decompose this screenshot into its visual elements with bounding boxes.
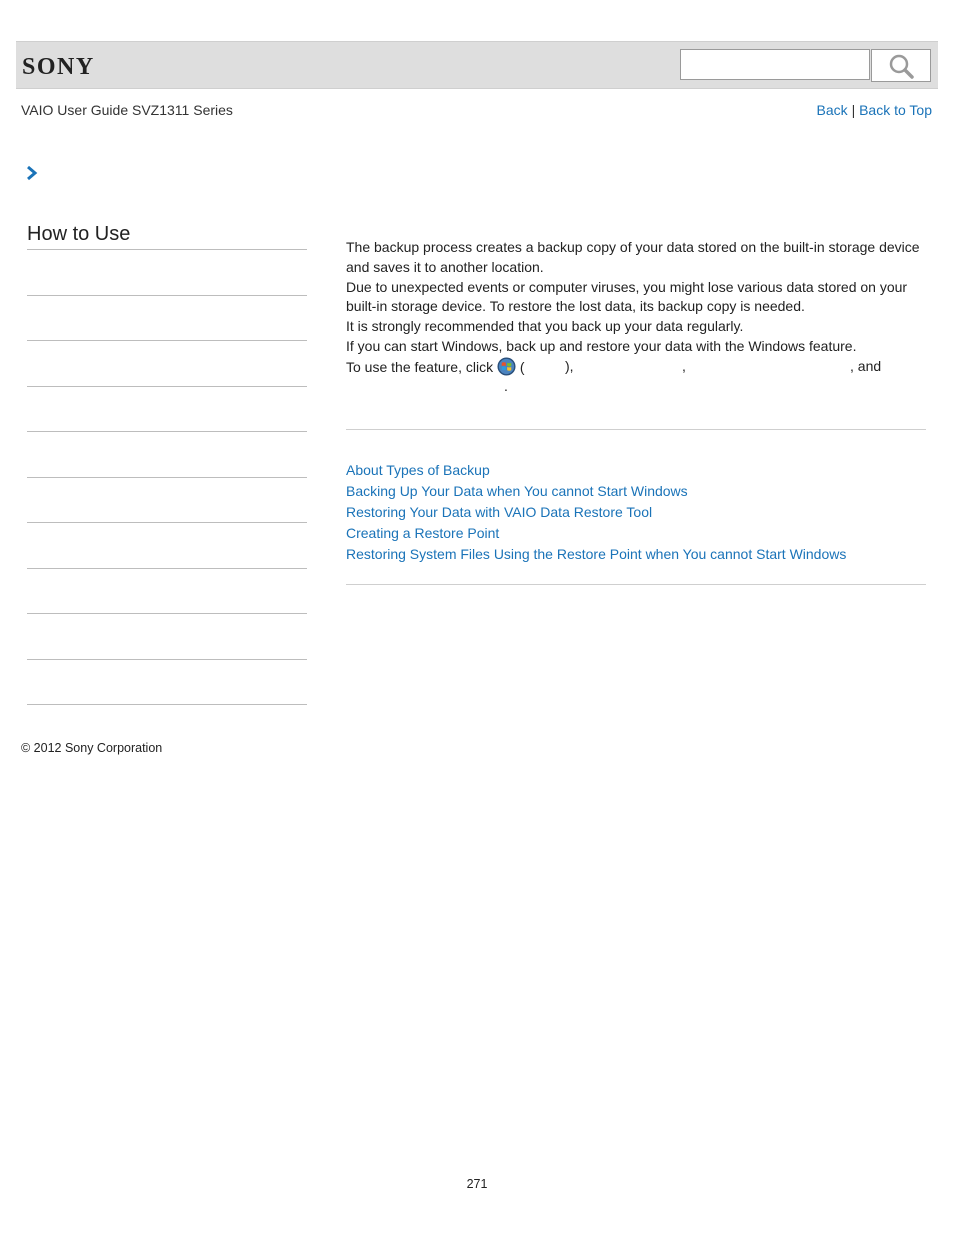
related-topics (346, 460, 846, 565)
instruction-line (346, 357, 930, 377)
sidebar-divider (27, 477, 307, 478)
content-paragraph: Due to unexpected events or computer viruses, you might lose various data stored on your built-in storage device. To restore the lost data, its backup copy is needed. (346, 278, 908, 315)
windows-start-icon (497, 357, 516, 376)
instruction-comma: , (682, 357, 686, 374)
search-button[interactable] (871, 49, 931, 82)
back-link[interactable]: Back (816, 102, 848, 118)
sidebar-divider (27, 249, 307, 250)
section-divider (346, 584, 926, 585)
sidebar-divider (27, 659, 307, 660)
instruction-paren-close: ), (565, 357, 574, 374)
sidebar-divider (27, 613, 307, 614)
breadcrumb-chevron-icon (25, 165, 39, 186)
magnifier-icon (888, 53, 914, 79)
instruction-end (346, 377, 930, 397)
instruction-prefix: To use the feature, click (346, 358, 494, 375)
related-link-types-of-backup[interactable]: About Types of Backup (346, 462, 490, 478)
copyright: © 2012 Sony Corporation (21, 741, 163, 755)
sidebar-divider (27, 340, 307, 341)
instruction-paren-open: ( (519, 358, 525, 375)
sidebar-heading: How to Use (27, 223, 131, 245)
section-divider (346, 429, 926, 430)
related-link-vaio-data-restore[interactable]: Restoring Your Data with VAIO Data Restore Tool (346, 504, 653, 520)
page-number: 271 (466, 1177, 488, 1191)
content-paragraph: If you can start Windows, back up and restore your data with the Windows feature. (346, 337, 857, 354)
sidebar-divider (27, 295, 307, 296)
sidebar-divider (27, 386, 307, 387)
sidebar-divider (27, 704, 307, 705)
related-link-restoring-system-files[interactable]: Restoring System Files Using the Restore Point when You cannot Start Windows (346, 546, 847, 562)
back-to-top-link[interactable]: Back to Top (859, 102, 932, 118)
content-paragraph: The backup process creates a backup copy of your data stored on the built-in storage device and saves it to another location. (346, 239, 920, 275)
nav-links (817, 102, 932, 118)
instruction-and: , and (850, 357, 882, 374)
guide-title: VAIO User Guide SVZ1311 Series (21, 102, 233, 118)
sidebar-divider (27, 568, 307, 569)
main-content (346, 238, 930, 397)
header-bar (16, 41, 938, 89)
instruction-period: . (504, 377, 508, 394)
related-link-restore-point[interactable]: Creating a Restore Point (346, 525, 500, 541)
sidebar-divider (27, 522, 307, 523)
content-paragraph: It is strongly recommended that you back up your data regularly. (346, 318, 744, 335)
nav-separator: | (851, 102, 856, 118)
sidebar-divider (27, 431, 307, 432)
search-input[interactable] (680, 49, 870, 80)
related-link-backing-up-data[interactable]: Backing Up Your Data when You cannot Start Windows (346, 483, 688, 499)
sony-logo: SONY (22, 54, 95, 80)
